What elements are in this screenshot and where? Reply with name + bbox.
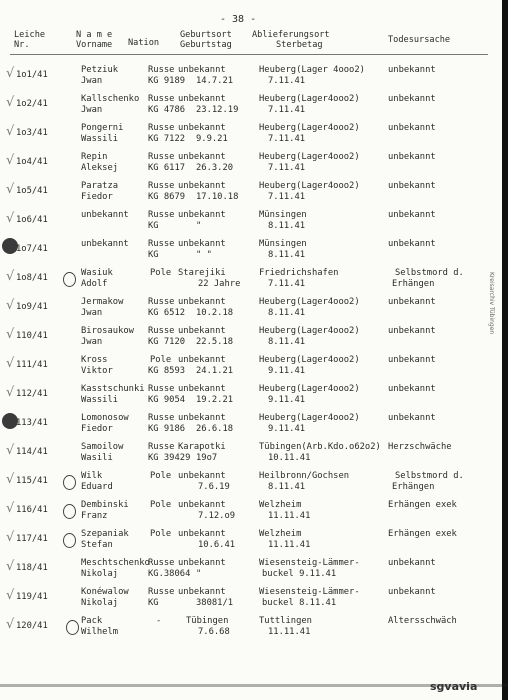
given-name: Viktor	[81, 366, 113, 376]
birthplace: unbekannt	[178, 413, 226, 423]
row-number: 1o5/41	[16, 186, 48, 196]
circle-mark-icon	[63, 475, 76, 490]
birthplace: unbekannt	[178, 94, 226, 104]
check-mark-icon: √	[6, 356, 15, 371]
death-date: 8.11.41	[268, 250, 306, 260]
table-row	[0, 441, 508, 470]
nation: Russe	[148, 239, 175, 249]
birthplace: unbekannt	[178, 587, 226, 597]
cause-of-death: unbekannt	[388, 413, 436, 423]
delivery-place: Welzheim	[259, 529, 302, 539]
cause-of-death: Altersschwäch	[388, 616, 457, 626]
check-mark-icon: √	[6, 501, 15, 516]
table-row	[0, 470, 508, 499]
row-number: 115/41	[16, 476, 48, 486]
pow-number: KG	[148, 250, 159, 260]
death-date: 8.11.41	[268, 221, 306, 231]
birthplace: unbekannt	[178, 181, 226, 191]
birth-date: 19o7	[196, 453, 218, 463]
table-row	[0, 615, 508, 644]
delivery-place: Münsingen	[259, 239, 307, 249]
surname: Kross	[81, 355, 108, 365]
table-row	[0, 528, 508, 557]
header-ablieferung: Ablieferungsort Sterbetag	[252, 30, 330, 50]
row-number: 116/41	[16, 505, 48, 515]
cause-of-death: unbekannt	[388, 587, 436, 597]
row-number: 1o8/41	[16, 273, 48, 283]
surname: unbekannt	[81, 239, 129, 249]
death-date: 7.11.41	[268, 134, 306, 144]
birth-date: 26.6.18	[196, 424, 234, 434]
birth-date: 22.5.18	[196, 337, 234, 347]
surname: Lomonosow	[81, 413, 129, 423]
death-date: 8.11.41	[268, 308, 306, 318]
given-name: Franz	[81, 511, 108, 521]
nation: Russe	[148, 297, 175, 307]
birth-date: 9.9.21	[196, 134, 228, 144]
row-number: 119/41	[16, 592, 48, 602]
death-date: 7.11.41	[268, 279, 306, 289]
given-name: Jwan	[81, 337, 103, 347]
pow-number: KG.38064	[148, 569, 191, 579]
cause-of-death: unbekannt	[388, 558, 436, 568]
death-date: 9.11.41	[268, 366, 306, 376]
surname: Birosaukow	[81, 326, 134, 336]
table-row	[0, 586, 508, 615]
death-date: 11.11.41	[268, 511, 311, 521]
birthplace: unbekannt	[178, 239, 226, 249]
given-name: Nikolaj	[81, 598, 119, 608]
surname: Kallschenko	[81, 94, 140, 104]
surname: Wasiuk	[81, 268, 113, 278]
given-name: Stefan	[81, 540, 113, 550]
table-row	[0, 354, 508, 383]
given-name: Fiedor	[81, 424, 113, 434]
nation: Pole	[150, 500, 172, 510]
header-rule	[10, 54, 488, 55]
death-date: 7.11.41	[268, 163, 306, 173]
cause-of-death: unbekannt	[388, 152, 436, 162]
page-number: - 38 -	[220, 14, 257, 25]
birth-date: 19.2.21	[196, 395, 234, 405]
delivery-place: Heuberg(Lager4ooo2)	[259, 413, 360, 423]
delivery-place: Heilbronn/Gochsen	[259, 471, 350, 481]
birth-date: 26.3.20	[196, 163, 234, 173]
delivery-place: Heuberg(Lager 4ooo2)	[259, 65, 365, 75]
row-number: 1o7/41	[16, 244, 48, 254]
surname: Pongerni	[81, 123, 124, 133]
birth-date: 24.1.21	[196, 366, 234, 376]
cause-of-death: unbekannt	[388, 94, 436, 104]
row-number: 117/41	[16, 534, 48, 544]
birth-date: 23.12.19	[196, 105, 239, 115]
given-name: Nikolaj	[81, 569, 119, 579]
row-number: 112/41	[16, 389, 48, 399]
delivery-place: Tübingen(Arb.Kdo.o62o2)	[259, 442, 381, 452]
surname: Samoilow	[81, 442, 124, 452]
table-row	[0, 180, 508, 209]
cause-of-death: unbekannt	[388, 181, 436, 191]
given-name: Jwan	[81, 105, 103, 115]
birth-date: "	[196, 221, 202, 231]
row-number: 1o9/41	[16, 302, 48, 312]
birth-date: " "	[196, 250, 212, 260]
cause-of-death: Erhängen exek	[388, 500, 457, 510]
row-number: 118/41	[16, 563, 48, 573]
row-number: 120/41	[16, 621, 48, 631]
death-date: 11.11.41	[268, 540, 311, 550]
birthplace: unbekannt	[178, 152, 226, 162]
surname: Jermakow	[81, 297, 124, 307]
table-row	[0, 151, 508, 180]
nation: Pole	[150, 355, 172, 365]
delivery-place: Friedrichshafen	[259, 268, 339, 278]
given-name: Adolf	[81, 279, 108, 289]
given-name: Jwan	[81, 308, 103, 318]
given-name: Fiedor	[81, 192, 113, 202]
check-mark-icon: √	[6, 617, 15, 632]
row-number: 1o6/41	[16, 215, 48, 225]
cause-of-death: Erhängen exek	[388, 529, 457, 539]
table-row	[0, 557, 508, 586]
circle-mark-icon	[63, 533, 76, 548]
row-number: 1o3/41	[16, 128, 48, 138]
row-number: 111/41	[16, 360, 48, 370]
nation: Pole	[150, 268, 172, 278]
death-date: 9.11.41	[268, 424, 306, 434]
death-date: 7.11.41	[268, 76, 306, 86]
pow-number: KG 6117	[148, 163, 186, 173]
cause-of-death: Selbstmord d.	[395, 471, 464, 481]
surname: Paratza	[81, 181, 119, 191]
cause-of-death: unbekannt	[388, 326, 436, 336]
delivery-place: Heuberg(Lager4ooo2)	[259, 297, 360, 307]
surname: unbekannt	[81, 210, 129, 220]
check-mark-icon: √	[6, 588, 15, 603]
scan-edge	[502, 0, 508, 700]
given-name: Wasili	[81, 453, 113, 463]
table-row	[0, 499, 508, 528]
surname: Dembinski	[81, 500, 129, 510]
birthplace: unbekannt	[178, 558, 226, 568]
pow-number: KG 9186	[148, 424, 186, 434]
nation: Pole	[150, 471, 172, 481]
birth-date: "	[196, 569, 202, 579]
death-date: 10.11.41	[268, 453, 311, 463]
check-mark-icon: √	[6, 211, 15, 226]
surname: Meschtschenko	[81, 558, 150, 568]
cause-of-death: unbekannt	[388, 123, 436, 133]
table-row	[0, 325, 508, 354]
birthplace: Karapotki	[178, 442, 226, 452]
header-todesursache: Todesursache	[388, 35, 451, 45]
birthplace: unbekannt	[178, 384, 226, 394]
birth-date: 10.2.18	[196, 308, 234, 318]
check-mark-icon: √	[6, 298, 15, 313]
death-date: 7.11.41	[268, 105, 306, 115]
delivery-place: Wiesensteig-Lämmer-	[259, 558, 360, 568]
delivery-place: Heuberg(Lager4ooo2)	[259, 123, 360, 133]
pow-number: KG 8679	[148, 192, 186, 202]
death-date: 7.11.41	[268, 192, 306, 202]
death-date: 11.11.41	[268, 627, 311, 637]
birth-date: 7.6.68	[198, 627, 230, 637]
check-mark-icon: √	[6, 95, 15, 110]
check-mark-icon: √	[6, 66, 15, 81]
nation: Russe	[148, 558, 175, 568]
surname: Szepaniak	[81, 529, 129, 539]
header-leiche: Leiche Nr.	[14, 30, 46, 50]
pow-number: KG 9189	[148, 76, 186, 86]
delivery-place: Heuberg(Lager4ooo2)	[259, 181, 360, 191]
pow-number: KG 6512	[148, 308, 186, 318]
cause-of-death: unbekannt	[388, 297, 436, 307]
nation: Russe	[148, 384, 175, 394]
header-geburt: Geburtsort Geburtstag	[180, 30, 232, 50]
nation: Russe	[148, 442, 175, 452]
birthplace: Starejiki	[178, 268, 226, 278]
nation: Russe	[148, 152, 175, 162]
nation: Russe	[148, 181, 175, 191]
nation: Russe	[148, 65, 175, 75]
birth-date: 10.6.41	[198, 540, 236, 550]
birthplace: unbekannt	[178, 297, 226, 307]
check-mark-icon: √	[6, 182, 15, 197]
death-date: 8.11.41	[268, 482, 306, 492]
birthplace: unbekannt	[178, 355, 226, 365]
header-nation: Nation	[128, 38, 160, 48]
pow-number: KG	[148, 221, 159, 231]
pow-number: KG	[148, 598, 159, 608]
birth-date: 17.10.18	[196, 192, 239, 202]
nation: Russe	[148, 123, 175, 133]
row-number: 1o4/41	[16, 157, 48, 167]
surname: Kasstschunki	[81, 384, 145, 394]
death-date: 8.11.41	[268, 337, 306, 347]
surname: Pack	[81, 616, 103, 626]
table-row	[0, 412, 508, 441]
cause-of-death: unbekannt	[388, 239, 436, 249]
check-mark-icon: √	[6, 385, 15, 400]
cause-of-death-2: Erhängen	[392, 279, 435, 289]
given-name: Wassili	[81, 134, 119, 144]
birthplace: unbekannt	[178, 500, 226, 510]
circle-mark-icon	[63, 504, 76, 519]
nation: Russe	[148, 587, 175, 597]
nation: Russe	[148, 210, 175, 220]
cause-of-death: Selbstmord d.	[395, 268, 464, 278]
birthplace: unbekannt	[178, 529, 226, 539]
death-date: buckel 9.11.41	[262, 569, 337, 579]
birth-date: 14.7.21	[196, 76, 234, 86]
row-number: 1o1/41	[16, 70, 48, 80]
given-name: Wilhelm	[81, 627, 119, 637]
delivery-place: Welzheim	[259, 500, 302, 510]
circle-mark-icon	[63, 272, 76, 287]
row-number: 114/41	[16, 447, 48, 457]
watermark-logo: sgvavia	[430, 680, 478, 693]
birth-date: 7.12.o9	[198, 511, 236, 521]
pow-number: KG 7122	[148, 134, 186, 144]
row-number: 113/41	[16, 418, 48, 428]
check-mark-icon: √	[6, 443, 15, 458]
nation: Russe	[148, 413, 175, 423]
birthplace: unbekannt	[178, 326, 226, 336]
check-mark-icon: √	[6, 327, 15, 342]
delivery-place: Heuberg(Lager4ooo2)	[259, 152, 360, 162]
surname: Wilk	[81, 471, 103, 481]
cause-of-death: Herzschwäche	[388, 442, 452, 452]
table-row	[0, 93, 508, 122]
nation: Pole	[150, 529, 172, 539]
table-row	[0, 209, 508, 238]
given-name: Wassili	[81, 395, 119, 405]
nation: Russe	[148, 326, 175, 336]
archive-stamp: Kreisarchiv Tübingen	[488, 272, 495, 335]
delivery-place: Heuberg(Lager4ooo2)	[259, 326, 360, 336]
check-mark-icon: √	[6, 269, 15, 284]
delivery-place: Heuberg(Lager4ooo2)	[259, 355, 360, 365]
header-name: N a m e Vorname	[76, 30, 113, 50]
pow-number: KG 4786	[148, 105, 186, 115]
cause-of-death: unbekannt	[388, 384, 436, 394]
pow-number: KG 9054	[148, 395, 186, 405]
surname: Petziuk	[81, 65, 119, 75]
delivery-place: Wiesensteig-Lämmer-	[259, 587, 360, 597]
pow-number: KG 39429	[148, 453, 191, 463]
table-row	[0, 383, 508, 412]
death-date: buckel 8.11.41	[262, 598, 337, 608]
table-row	[0, 122, 508, 151]
circle-mark-icon	[66, 620, 79, 635]
cause-of-death: unbekannt	[388, 65, 436, 75]
table-row	[0, 296, 508, 325]
birthplace: unbekannt	[178, 471, 226, 481]
birth-date: 38081/1	[196, 598, 234, 608]
nation: Russe	[148, 94, 175, 104]
birth-date: 7.6.19	[198, 482, 230, 492]
birthplace: unbekannt	[178, 210, 226, 220]
delivery-place: Münsingen	[259, 210, 307, 220]
check-mark-icon: √	[6, 530, 15, 545]
check-mark-icon: √	[6, 559, 15, 574]
birthplace: Tübingen	[186, 616, 229, 626]
delivery-place: Heuberg(Lager4ooo2)	[259, 384, 360, 394]
cause-of-death: unbekannt	[388, 355, 436, 365]
table-row	[0, 238, 508, 267]
birthplace: unbekannt	[178, 123, 226, 133]
check-mark-icon: √	[6, 472, 15, 487]
birth-date: 22 Jahre	[198, 279, 241, 289]
death-date: 9.11.41	[268, 395, 306, 405]
surname: Konéwalow	[81, 587, 129, 597]
given-name: Aleksej	[81, 163, 119, 173]
row-number: 1o2/41	[16, 99, 48, 109]
cause-of-death: unbekannt	[388, 210, 436, 220]
surname: Repin	[81, 152, 108, 162]
row-number: 110/41	[16, 331, 48, 341]
table-row	[0, 64, 508, 93]
given-name: Eduard	[81, 482, 113, 492]
given-name: Jwan	[81, 76, 103, 86]
delivery-place: Tuttlingen	[259, 616, 312, 626]
cause-of-death-2: Erhängen	[392, 482, 435, 492]
nation: -	[156, 616, 162, 626]
birthplace: unbekannt	[178, 65, 226, 75]
check-mark-icon: √	[6, 153, 15, 168]
delivery-place: Heuberg(Lager4ooo2)	[259, 94, 360, 104]
check-mark-icon: √	[6, 124, 15, 139]
pow-number: KG 7120	[148, 337, 186, 347]
pow-number: KG 8593	[148, 366, 186, 376]
table-row	[0, 267, 508, 296]
